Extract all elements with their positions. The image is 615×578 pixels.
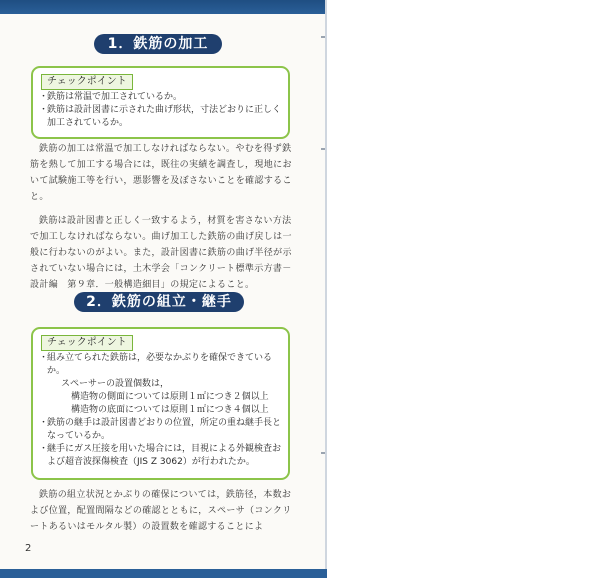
checkpoint-subitem: 構造物の側面については原則１㎡につき２個以上: [71, 392, 269, 402]
section-1-checkpoint-box: [31, 66, 290, 139]
bottom-color-band: [0, 569, 327, 578]
checkpoint-item: ・ 鉄筋の継手は設計図書どおりの位置，所定の重ね継手長となっているか。: [39, 418, 282, 441]
checkpoint-list: [39, 91, 282, 130]
page-number: 2: [25, 543, 32, 554]
checkpoint-subitem: 構造物の底面については原則１㎡につき４個以上: [71, 405, 269, 415]
page-edge: [325, 0, 327, 578]
section-2-checkpoint-box: [31, 327, 290, 480]
checkpoint-list: [39, 352, 282, 469]
body-paragraph: 鉄筋の加工は常温で加工しなければならない。やむを得ず鉄筋を熱して加工する場合には，既往の実績を調査し，現地において試験施工等を行い，悪影響を及ぼさないことを確認すること。: [30, 144, 292, 202]
checkpoint-label: チェックポイント: [41, 335, 133, 351]
margin-mark: [321, 452, 325, 454]
body-paragraph: 鉄筋の組立状況とかぶりの確保については，鉄筋径，本数および位置，配置間隔などの確認とともに，スペーサ（コンクリートあるいはモルタル製）の設置数を確認することによ: [30, 490, 292, 532]
checkpoint-subitem: スペーサーの設置個数は，: [61, 379, 170, 389]
top-color-band: [0, 0, 327, 14]
checkpoint-item: ・ 鉄筋は設計図書に示された曲げ形状，寸法どおりに正しく加工されているか。: [39, 105, 282, 128]
section-2-title: 2．鉄筋の組立・継手: [74, 292, 244, 312]
checkpoint-item: ・ 継手にガス圧接を用いた場合には，目視による外観検査および超音波探傷検査（JIS Z 3062）が行われたか。: [39, 444, 282, 467]
checkpoint-label: チェックポイント: [41, 74, 133, 90]
margin-mark: [321, 148, 325, 150]
section-1-title: 1．鉄筋の加工: [94, 34, 222, 54]
margin-mark: [321, 36, 325, 38]
body-paragraph: 鉄筋は設計図書と正しく一致するよう，材質を害さない方法で加工しなければならない。曲げ加工した鉄筋の曲げ戻しは一般に行わないのがよい。また，設計図書に鉄筋の曲げ半径が示されていない場合には，土木学会「コンクリート標準示方書－設計編 第９章．一般構造細目」の規定によること。: [30, 216, 292, 290]
checkpoint-item: ・ 組み立てられた鉄筋は，必要なかぶりを確保できているか。: [39, 353, 273, 376]
checkpoint-item: ・ 鉄筋は常温で加工されているか。: [39, 92, 183, 102]
